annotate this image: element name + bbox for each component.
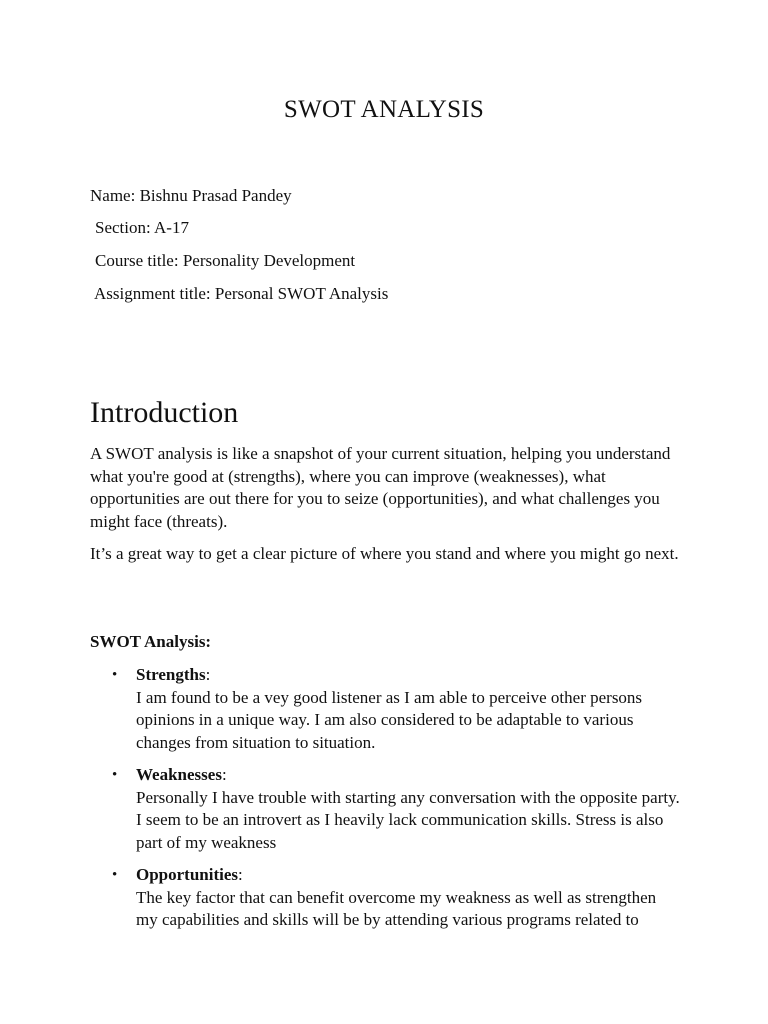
weaknesses-colon: : (221, 765, 227, 784)
opportunities-heading: Opportunities (136, 865, 239, 884)
intro-paragraph-2: It’s a great way to get a clear picture of where you stand and where you might go next. (90, 544, 679, 563)
swot-bullet-list (90, 664, 690, 942)
intro-paragraph-1: A SWOT analysis is like a snapshot of your current situation, helping you understand what you're good at (strengths), where you can improve (weaknesses), what opportunities are out there for you to seize (opportunities), and what challenges you might face (threats). (90, 444, 671, 531)
document-title: SWOT ANALYSIS (283, 96, 485, 123)
swot-analysis-label: SWOT Analysis: (90, 632, 212, 651)
list-item-weaknesses (90, 764, 690, 854)
strengths-text: I am found to be a vey good listener as I am able to perceive other persons opinions in a unique way. I am also considered to be adaptable to various changes from situation to situation. (136, 687, 643, 752)
bullet-icon: • (112, 867, 118, 883)
name-line: Name: Bishnu Prasad Pandey (90, 186, 292, 205)
introduction-heading: Introduction (90, 396, 239, 429)
strengths-colon: : (205, 665, 211, 684)
opportunities-colon: : (238, 865, 243, 884)
course-title-line: Course title: Personality Development (95, 251, 356, 270)
assignment-title-line: Assignment title: Personal SWOT Analysis (94, 284, 389, 303)
weaknesses-text: Personally I have trouble with starting any conversation with the opposite party. I seem to be an introvert as I heavily lack communication skills. Stress is also part of my weakness (136, 787, 680, 852)
bullet-icon: • (112, 767, 118, 783)
bullet-icon: • (112, 667, 118, 683)
opportunities-text: The key factor that can benefit overcome my weakness as well as strengthen my capabilities and skills will be by attending various programs related to (136, 887, 657, 929)
list-item-strengths (90, 664, 690, 754)
strengths-heading: Strengths (136, 665, 206, 684)
section-line: Section: A-17 (95, 218, 189, 237)
weaknesses-heading: Weaknesses (136, 765, 222, 784)
list-item-opportunities (90, 864, 690, 932)
